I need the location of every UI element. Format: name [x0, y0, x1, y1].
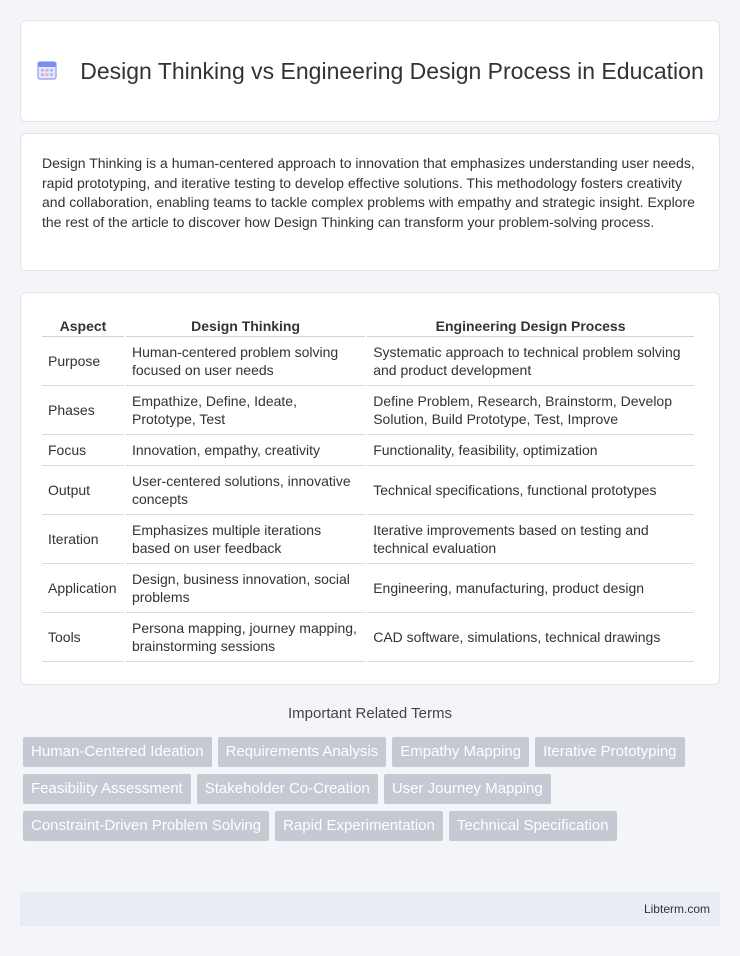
cell-design-thinking: User-centered solutions, innovative concepts	[126, 466, 365, 515]
cell-engineering-design: Define Problem, Research, Brainstorm, Develop Solution, Build Prototype, Test, Improve	[367, 386, 694, 435]
cell-aspect: Focus	[42, 435, 124, 466]
footer-site-link[interactable]: Libterm.com	[643, 902, 710, 916]
cell-design-thinking: Innovation, empathy, creativity	[126, 435, 365, 466]
cell-engineering-design: Iterative improvements based on testing and technical evaluation	[367, 515, 694, 564]
page-title-text: Design Thinking vs Engineering Design Process in Education	[80, 57, 704, 84]
cell-engineering-design: Engineering, manufacturing, product design	[367, 564, 694, 613]
calendar-icon	[36, 59, 58, 81]
title-card	[20, 20, 720, 122]
term-chip[interactable]: Constraint-Driven Problem Solving	[23, 811, 269, 841]
term-chip[interactable]: Iterative Prototyping	[535, 737, 684, 767]
related-terms-heading: Important Related Terms	[288, 705, 452, 722]
term-chip[interactable]: Rapid Experimentation	[275, 811, 443, 841]
intro-paragraph: Design Thinking is a human-centered approach to innovation that emphasizes understanding user needs, rapid prototyping, and iterative testing to develop effective solutions. This methodology fosters creativity and collaboration, enabling teams to tackle complex problems with empathy and strategic insight. Explore the rest of the article to discover how Design Thinking can transform your problem-solving process.	[42, 155, 695, 230]
table-row	[42, 337, 694, 386]
comparison-card	[20, 292, 720, 685]
cell-design-thinking: Human-centered problem solving focused on user needs	[126, 337, 365, 386]
intro-card	[20, 133, 720, 271]
table-row	[42, 613, 694, 662]
header-design-thinking: Design Thinking	[126, 313, 365, 337]
table-row	[42, 515, 694, 564]
table-row	[42, 435, 694, 466]
related-terms-list	[23, 737, 723, 841]
header-aspect: Aspect	[42, 313, 124, 337]
term-chip[interactable]: User Journey Mapping	[384, 774, 551, 804]
table-row	[42, 564, 694, 613]
cell-design-thinking: Design, business innovation, social problems	[126, 564, 365, 613]
footer	[20, 892, 720, 926]
comparison-table	[40, 313, 696, 662]
cell-aspect: Application	[42, 564, 124, 613]
header-engineering-design: Engineering Design Process	[367, 313, 694, 337]
table-row	[42, 466, 694, 515]
cell-engineering-design: CAD software, simulations, technical drawings	[367, 613, 694, 662]
term-chip[interactable]: Human-Centered Ideation	[23, 737, 212, 767]
cell-aspect: Output	[42, 466, 124, 515]
cell-engineering-design: Technical specifications, functional prototypes	[367, 466, 694, 515]
term-chip[interactable]: Stakeholder Co-Creation	[197, 774, 378, 804]
cell-aspect: Iteration	[42, 515, 124, 564]
cell-aspect: Tools	[42, 613, 124, 662]
term-chip[interactable]: Requirements Analysis	[218, 737, 387, 767]
cell-design-thinking: Emphasizes multiple iterations based on user feedback	[126, 515, 365, 564]
cell-aspect: Phases	[42, 386, 124, 435]
cell-design-thinking: Persona mapping, journey mapping, brainstorming sessions	[126, 613, 365, 662]
cell-engineering-design: Systematic approach to technical problem solving and product development	[367, 337, 694, 386]
cell-aspect: Purpose	[42, 337, 124, 386]
cell-design-thinking: Empathize, Define, Ideate, Prototype, Test	[126, 386, 365, 435]
page-title	[36, 57, 703, 86]
term-chip[interactable]: Feasibility Assessment	[23, 774, 191, 804]
table-row	[42, 386, 694, 435]
term-chip[interactable]: Technical Specification	[449, 811, 617, 841]
term-chip[interactable]: Empathy Mapping	[392, 737, 529, 767]
cell-engineering-design: Functionality, feasibility, optimization	[367, 435, 694, 466]
table-header-row	[42, 313, 694, 337]
